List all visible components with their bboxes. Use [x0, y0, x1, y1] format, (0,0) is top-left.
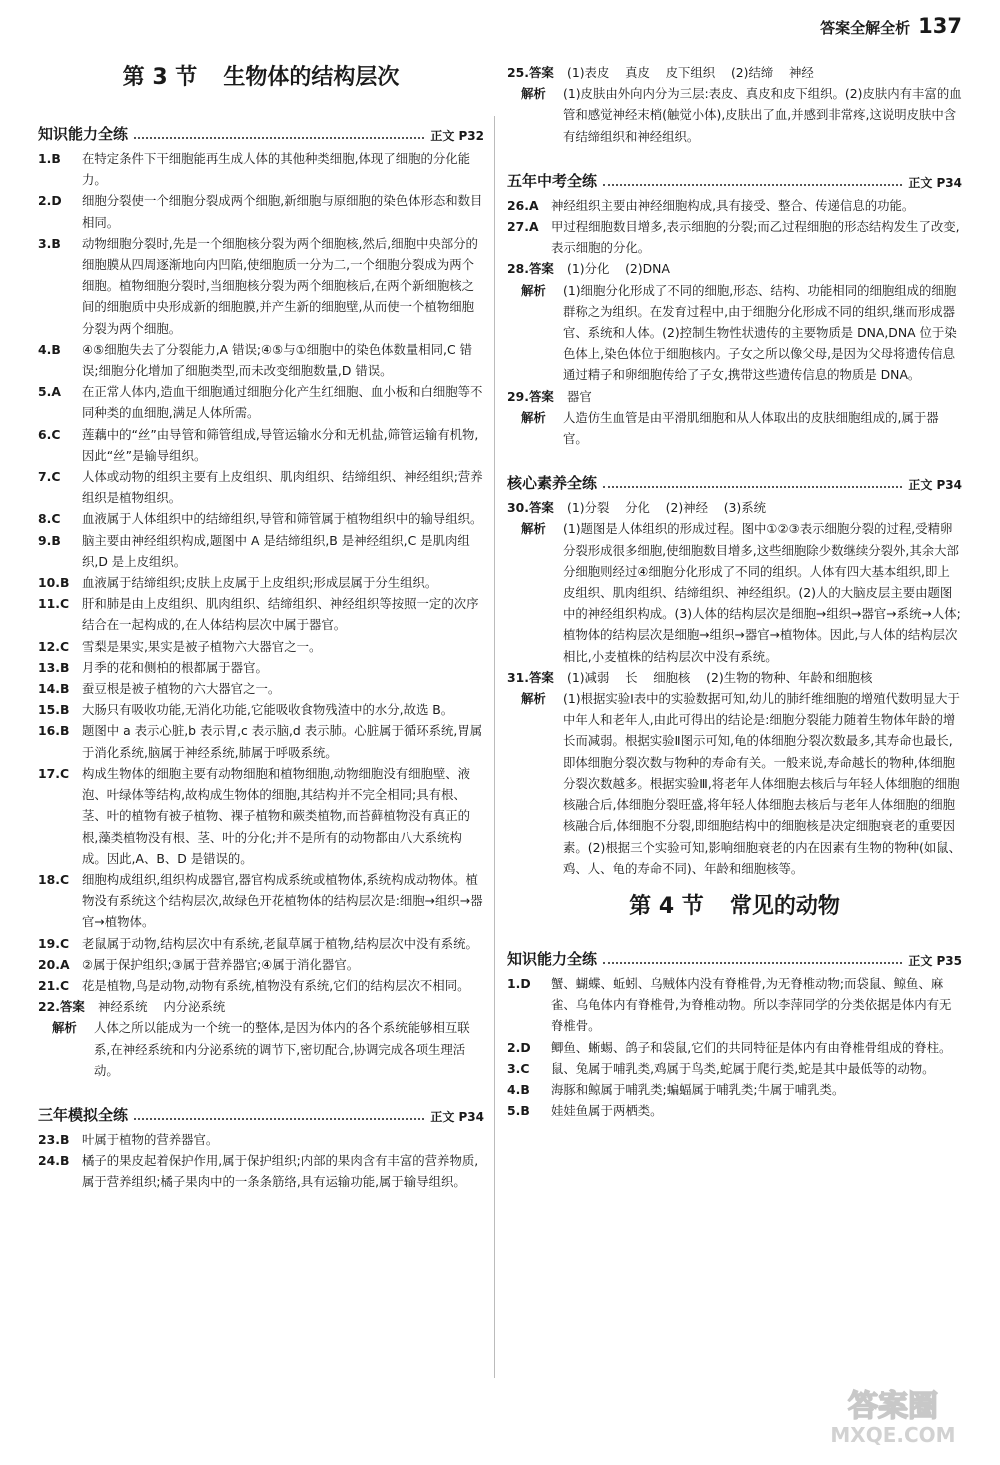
watermark-url: MXQE.COM [830, 1423, 956, 1447]
answer-text: 海豚和鲸属于哺乳类;蝙蝠属于哺乳类;牛属于哺乳类。 [551, 1081, 845, 1097]
answer-label: 1.D [507, 975, 531, 991]
answer-item [38, 593, 484, 635]
section-band [507, 157, 962, 191]
answer-item [507, 1100, 962, 1121]
answer-item [38, 678, 484, 699]
answer-label: 8.C [38, 511, 61, 527]
section-name: 常见的动物 [729, 893, 840, 919]
answer-item [38, 699, 484, 720]
answer-text: 雪梨是果实,果实是被子植物六大器官之一。 [82, 638, 322, 654]
analysis-text: 人体之所以能成为一个统一的整体,是因为体内的各个系统能够相互联系,在神经系统和内分泌系统的调节下,密切配合,协调完成各项生理活动。 [94, 1020, 470, 1078]
answer-label: 29.答案 [507, 388, 554, 404]
answer-text: 构成生物体的细胞主要有动物细胞和植物细胞,动物细胞没有细胞壁、液泡、叶绿体等结构,故构成生物体的细胞,其结构并不完全相同;具有根、茎、叶的植物有被子植物、裸子植物和蕨类植物,而苔藓植物没有真正的根,藻类植物没有根、茎、叶的分化;并不是所有的动物都由八大系统构成。因此,A、B、D 是错误的。 [82, 765, 471, 866]
answer-item [38, 763, 484, 869]
dotted-leader [134, 1118, 424, 1120]
answer-item [507, 973, 962, 1037]
answer-label: 5.B [507, 1103, 530, 1119]
analysis [38, 1017, 484, 1081]
answer-text: 肝和肺是由上皮组织、肌肉组织、结缔组织、神经组织等按照一定的次序结合在一起构成的,在人体结构层次中属于器官。 [82, 596, 479, 633]
answer-text: 莲藕中的“丝”由导管和筛管组成,导管运输水分和无机盐,筛管运输有机物,因此“丝”是输导组织。 [82, 426, 479, 463]
band-name: 知识能力全练 [38, 125, 129, 143]
answer-item [38, 530, 484, 572]
answer-label: 3.B [38, 235, 61, 251]
answer-label: 10.B [38, 575, 70, 591]
answer-item [507, 1037, 962, 1058]
answer-label: 27.A [507, 219, 539, 235]
answer-item [38, 933, 484, 954]
right-column [507, 50, 962, 1121]
answer-label: 12.C [38, 638, 70, 654]
answer-label: 23.B [38, 1131, 70, 1147]
answer-label: 18.C [38, 871, 70, 887]
answer-label: 25.答案 [507, 65, 554, 80]
answer-text: 橘子的果皮起着保护作用,属于保护组织;内部的果肉含有丰富的营养物质,属于营养组织;橘子果肉中的一条条筋络,具有运输功能,属于输导组织。 [82, 1153, 479, 1190]
analysis [507, 518, 962, 666]
answer-text: (1)分裂 分化 (2)神经 (3)系统 [567, 500, 767, 516]
band-page-ref: 正文 P34 [908, 478, 962, 493]
answer-label: 9.B [38, 532, 61, 548]
answer-text: 月季的花和侧柏的根都属于器官。 [82, 659, 268, 675]
band-page-ref: 正文 P32 [430, 129, 484, 143]
answer-text: 细胞分裂使一个细胞分裂成两个细胞,新细胞与原细胞的染色体形态和数目相同。 [82, 193, 483, 230]
section-title [38, 50, 484, 106]
answer-item [38, 148, 484, 190]
answer-item [507, 386, 962, 407]
answer-list [38, 1129, 484, 1193]
answer-text: 叶属于植物的营养器官。 [82, 1131, 219, 1147]
answer-text: 脑主要由神经组织构成,题图中 A 是结缔组织,B 是神经组织,C 是肌肉组织,D 是上皮组织。 [82, 532, 470, 569]
band-name: 三年模拟全练 [38, 1105, 129, 1124]
section-band [507, 459, 962, 493]
band-page-ref: 正文 P34 [908, 175, 962, 190]
section-number: 第 4 节 [629, 893, 704, 919]
dotted-leader [603, 184, 902, 186]
watermark [808, 1380, 978, 1450]
answer-list [507, 195, 962, 259]
answer-item [38, 1129, 484, 1150]
answer-item [38, 869, 484, 933]
answer-text: 老鼠属于动物,结构层次中有系统,老鼠草属于植物,结构层次中没有系统。 [82, 935, 478, 951]
answer-item [38, 466, 484, 508]
answer-text: 花是植物,鸟是动物,动物有系统,植物没有系统,它们的结构层次不相同。 [82, 977, 470, 993]
answer-label: 4.B [38, 341, 61, 357]
answer-label: 21.C [38, 977, 70, 993]
watermark-logo-icon [808, 1380, 978, 1450]
answer-label: 1.B [38, 151, 61, 166]
band-name: 五年中考全练 [507, 171, 598, 190]
answer-label: 19.C [38, 935, 70, 951]
answer-item [38, 339, 484, 381]
answer-text: 动物细胞分裂时,先是一个细胞核分裂为两个细胞核,然后,细胞中央部分的细胞膜从四周逐渐地向内凹陷,使细胞质一分为二,一个细胞分裂成为两个细胞。植物细胞分裂时,当细胞核分裂为两个细胞核后,在两个新细胞核之间的细胞质中央形成新的细胞膜,并产生新的细胞壁,从而使一个植物细胞分裂为两个细胞。 [82, 235, 478, 336]
analysis-text: 人造仿生血管是由平滑肌细胞和从人体取出的皮肤细胞组成的,属于器官。 [563, 409, 939, 447]
answer-label: 16.B [38, 723, 70, 739]
left-column [38, 50, 484, 1193]
analysis-label: 解析 [521, 409, 546, 425]
section-name: 生物体的结构层次 [223, 65, 400, 90]
watermark-glyphs: 答案圈 [848, 1389, 938, 1424]
page-number: 137 [918, 14, 962, 38]
answer-item [38, 657, 484, 678]
dotted-leader [134, 137, 424, 139]
answer-text: 神经组织主要由神经细胞构成,具有接受、整合、传递信息的功能。 [551, 197, 915, 213]
section-band [507, 935, 962, 969]
section-number: 第 3 节 [122, 65, 198, 90]
analysis-text: (1)根据实验Ⅰ表中的实验数据可知,幼儿的肺纤维细胞的增殖代数明显大于中年人和老年人,由此可得出的结论是:细胞分裂能力随着生物体年龄的增长而减弱。根据实验Ⅱ图示可知,龟的体细胞分裂次数最多,其寿命也最长,即体细胞分裂次数与物种的寿命有关。一般来说,寿命越长的物种,体细胞分裂次数越多。根据实验Ⅲ,将老年人体细胞去核后与年轻人体细胞的细胞核融合后,体细胞分裂旺盛,将年轻人体细胞去核后与老年人体细胞的细胞核融合后,体细胞不分裂,即细胞结构中的细胞核是决定细胞衰老的重要因素。(2)根据三个实验可知,影响细胞衰老的内在因素有生物的物种(如鼠、鸡、人、龟的寿命不同)、年龄和细胞核等。 [563, 691, 962, 876]
answer-label: 28.答案 [507, 261, 554, 277]
answer-text: 神经系统 内分泌系统 [98, 999, 226, 1015]
band-page-ref: 正文 P35 [908, 953, 962, 968]
analysis [507, 83, 962, 147]
answer-text: 细胞构成组织,组织构成器官,器官构成系统或植物体,系统构成动物体。植物没有系统这个结构层次,故绿色开花植物体的结构层次是:细胞→组织→器官→植物体。 [82, 871, 483, 930]
answer-item [507, 62, 962, 83]
answer-list [507, 973, 962, 1121]
answer-label: 4.B [507, 1081, 530, 1097]
answer-label: 3.C [507, 1060, 530, 1076]
analysis [507, 407, 962, 449]
page-header [820, 14, 962, 38]
analysis-label: 解析 [521, 521, 546, 537]
answer-label: 22.答案 [38, 999, 85, 1015]
answer-text: (1)表皮 真皮 皮下组织 (2)结缔 神经 [567, 65, 814, 80]
dotted-leader [603, 486, 902, 488]
analysis-text: (1)细胞分化形成了不同的细胞,形态、结构、功能相同的细胞组成的细胞群称之为组织。在发育过程中,由于细胞分化形成不同的组织,继而形成器官、系统和人体。(2)控制生物性状遗传的主要物质是 DNA,DNA 位于染色体上,染色体位于细胞核内。子女之所以像父母,是因为父母将遗传信息通过精子和卵细胞传给了子女,携带这些遗传信息的物质是 DNA。 [563, 282, 957, 383]
answer-text: 鲫鱼、蜥蜴、鸽子和袋鼠,它们的共同特征是体内有由脊椎骨组成的脊柱。 [551, 1039, 952, 1055]
answer-label: 2.D [507, 1039, 531, 1055]
answer-item [38, 1150, 484, 1192]
answer-label: 7.C [38, 469, 61, 485]
section-band [38, 1091, 484, 1125]
answer-label: 5.A [38, 384, 61, 400]
section-title [507, 879, 962, 935]
band-name: 知识能力全练 [507, 949, 598, 968]
answer-text: 甲过程细胞数目增多,表示细胞的分裂;而乙过程细胞的形态结构发生了改变,表示细胞的分化。 [551, 219, 960, 256]
analysis-text: (1)皮肤由外向内分为三层:表皮、真皮和皮下组织。(2)皮肤内有丰富的血管和感觉神经末梢(触觉小体),皮肤出了血,并感到非常疼,这说明皮肤中含有结缔组织和神经组织。 [563, 86, 962, 144]
band-name: 核心素养全练 [507, 474, 598, 493]
answer-item [38, 190, 484, 232]
band-page-ref: 正文 P34 [430, 1109, 484, 1124]
answer-item [38, 508, 484, 529]
answer-list [38, 148, 484, 996]
answer-text: 蟹、蝴蝶、蚯蚓、乌贼体内没有脊椎骨,为无脊椎动物;而袋鼠、鲸鱼、麻雀、乌龟体内有脊椎骨,为脊椎动物。所以李萍同学的分类依据是体内有无脊椎骨。 [551, 975, 952, 1034]
dotted-leader [603, 962, 902, 964]
answer-text: ②属于保护组织;③属于营养器官;④属于消化器官。 [82, 956, 360, 972]
answer-item [38, 381, 484, 423]
analysis-text: (1)题图是人体组织的形成过程。图中①②③表示细胞分裂的过程,受精卵分裂形成很多细胞,使细胞数目增多,这些细胞除少数继续分裂外,其余大部分细胞则经过④细胞分化形成了不同的组织。人体有四大基本组织,即上皮组织、肌肉组织、结缔组织、神经组织。(2)人的大脑皮层主要由题图中的神经组织构成。(3)人体的结构层次是细胞→组织→器官→系统→人体;植物体的结构层次是细胞→组织→器官→植物体。因此,与人体的结构层次相比,小麦植株的结构层次中没有系统。 [563, 521, 961, 664]
answer-text: 在特定条件下干细胞能再生成人体的其他种类细胞,体现了细胞的分化能力。 [82, 151, 471, 188]
analysis [507, 688, 962, 879]
answer-text: ④⑤细胞失去了分裂能力,A 错误;④⑤与①细胞中的染色体数量相同,C 错误;细胞分化增加了细胞类型,而未改变细胞数量,D 错误。 [82, 341, 472, 379]
answer-label: 11.C [38, 596, 70, 612]
answer-label: 14.B [38, 681, 70, 697]
answer-text: 血液属于人体组织中的结缔组织,导管和筛管属于植物组织中的输导组织。 [82, 511, 483, 527]
answer-label: 31.答案 [507, 669, 554, 685]
answer-item [507, 667, 962, 688]
answer-text: 题图中 a 表示心脏,b 表示胃,c 表示脑,d 表示肺。心脏属于循环系统,胃属于消化系统,脑属于神经系统,肺属于呼吸系统。 [82, 723, 483, 760]
answer-label: 6.C [38, 426, 61, 442]
answer-text: 鼠、兔属于哺乳类,鸡属于鸟类,蛇属于爬行类,蛇是其中最低等的动物。 [551, 1060, 935, 1076]
answer-item [38, 636, 484, 657]
analysis-label: 解析 [52, 1020, 77, 1036]
answer-item [38, 720, 484, 762]
answer-item [507, 1079, 962, 1100]
analysis-label: 解析 [521, 691, 546, 707]
answer-text: 人体或动物的组织主要有上皮组织、肌肉组织、结缔组织、神经组织;营养组织是植物组织。 [82, 469, 483, 506]
answer-item [507, 195, 962, 216]
answer-item [38, 975, 484, 996]
answer-text: 器官 [567, 388, 592, 404]
answer-item [38, 424, 484, 466]
answer-text: 在正常人体内,造血干细胞通过细胞分化产生红细胞、血小板和白细胞等不同种类的血细胞,满足人体所需。 [82, 384, 483, 421]
answer-label: 26.A [507, 197, 539, 213]
answer-text: 大肠只有吸收功能,无消化功能,它能吸收食物残渣中的水分,故选 B。 [82, 702, 454, 718]
answer-item [507, 1058, 962, 1079]
analysis [507, 280, 962, 386]
answer-text: 蚕豆根是被子植物的六大器官之一。 [82, 681, 281, 697]
column-divider [494, 116, 495, 1378]
analysis-label: 解析 [521, 86, 546, 102]
answer-item [507, 216, 962, 258]
answer-label: 15.B [38, 702, 70, 718]
answer-label: 13.B [38, 659, 70, 675]
answer-text: 血液属于结缔组织;皮肤上皮属于上皮组织;形成层属于分生组织。 [82, 575, 438, 591]
answer-text: 娃娃鱼属于两栖类。 [551, 1103, 663, 1119]
answer-label: 20.A [38, 956, 70, 972]
answer-text: (1)分化 (2)DNA [567, 261, 670, 277]
analysis-label: 解析 [521, 282, 546, 298]
answer-label: 30.答案 [507, 500, 554, 516]
answer-item [38, 996, 484, 1017]
answer-label: 24.B [38, 1153, 70, 1169]
answer-item [507, 258, 962, 279]
answer-item [38, 233, 484, 339]
answer-item [507, 497, 962, 518]
header-title: 答案全解全析 [820, 19, 911, 37]
section-band [38, 110, 484, 144]
answer-item [38, 572, 484, 593]
answer-item [38, 954, 484, 975]
answer-label: 17.C [38, 765, 70, 781]
answer-text: (1)减弱 长 细胞核 (2)生物的物种、年龄和细胞核 [567, 669, 873, 685]
answer-label: 2.D [38, 193, 62, 209]
